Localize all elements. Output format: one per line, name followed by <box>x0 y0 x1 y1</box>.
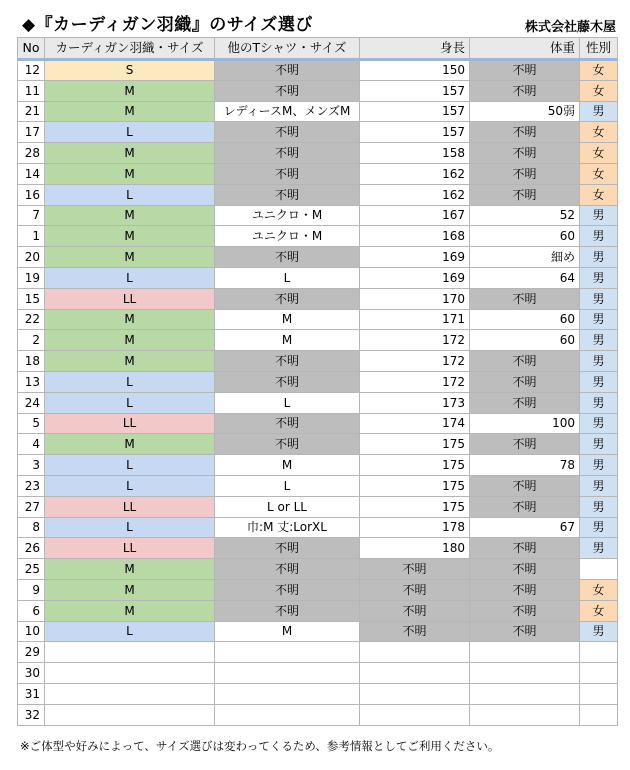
height-cell <box>360 663 470 684</box>
weight-cell: 52 <box>470 205 580 226</box>
row-number: 16 <box>18 184 45 205</box>
other-size-cell: 不明 <box>215 538 360 559</box>
weight-cell: 不明 <box>470 351 580 372</box>
other-size-cell: 不明 <box>215 371 360 392</box>
sex-cell: 女 <box>580 184 618 205</box>
footnote: ※ご体型や好みによって、サイズ選びは変わってくるため、参考情報としてご利用ください。 <box>20 739 500 753</box>
table-row <box>18 663 618 684</box>
other-size-cell: 巾:M 丈:LorXL <box>215 517 360 538</box>
other-size-cell: M <box>215 330 360 351</box>
height-cell: 157 <box>360 101 470 122</box>
other-size-cell: 不明 <box>215 579 360 600</box>
other-size-cell: 不明 <box>215 351 360 372</box>
weight-cell: 細め <box>470 247 580 268</box>
table-row <box>18 351 618 372</box>
table-row <box>18 247 618 268</box>
weight-cell: 不明 <box>470 579 580 600</box>
row-number: 29 <box>18 642 45 663</box>
sheet-header <box>0 0 630 38</box>
weight-cell <box>470 663 580 684</box>
table-row <box>18 455 618 476</box>
table-row <box>18 163 618 184</box>
other-size-cell: 不明 <box>215 288 360 309</box>
cardigan-size-cell: M <box>45 559 215 580</box>
table-row <box>18 559 618 580</box>
table-row <box>18 600 618 621</box>
other-size-cell: M <box>215 309 360 330</box>
table-row <box>18 413 618 434</box>
height-cell: 175 <box>360 455 470 476</box>
other-size-cell: M <box>215 621 360 642</box>
table-row <box>18 434 618 455</box>
column-header-no: No <box>18 38 45 60</box>
height-cell: 168 <box>360 226 470 247</box>
other-size-cell: 不明 <box>215 60 360 81</box>
height-cell: 162 <box>360 163 470 184</box>
sex-cell: 女 <box>580 60 618 81</box>
cardigan-size-cell: M <box>45 247 215 268</box>
other-size-cell: ユニクロ・M <box>215 205 360 226</box>
table-row <box>18 330 618 351</box>
height-cell: 174 <box>360 413 470 434</box>
other-size-cell: L <box>215 475 360 496</box>
other-size-cell: 不明 <box>215 413 360 434</box>
row-number: 30 <box>18 663 45 684</box>
cardigan-size-cell: M <box>45 579 215 600</box>
table-row <box>18 101 618 122</box>
cardigan-size-cell: M <box>45 163 215 184</box>
height-cell: 不明 <box>360 621 470 642</box>
weight-cell <box>470 642 580 663</box>
other-size-cell: 不明 <box>215 163 360 184</box>
weight-cell: 60 <box>470 309 580 330</box>
cardigan-size-cell: M <box>45 600 215 621</box>
cardigan-size-cell: L <box>45 122 215 143</box>
other-size-cell: 不明 <box>215 184 360 205</box>
weight-cell: 不明 <box>470 60 580 81</box>
other-size-cell: 不明 <box>215 247 360 268</box>
height-cell: 不明 <box>360 600 470 621</box>
column-header-height: 身長 <box>360 38 470 60</box>
weight-cell: 不明 <box>470 371 580 392</box>
sex-cell: 男 <box>580 621 618 642</box>
row-number: 15 <box>18 288 45 309</box>
cardigan-size-cell: S <box>45 60 215 81</box>
row-number: 19 <box>18 267 45 288</box>
cardigan-size-cell: M <box>45 101 215 122</box>
cardigan-size-cell: L <box>45 392 215 413</box>
height-cell: 175 <box>360 434 470 455</box>
other-size-cell <box>215 683 360 704</box>
row-number: 2 <box>18 330 45 351</box>
height-cell: 不明 <box>360 559 470 580</box>
other-size-cell: レディースM、メンズM <box>215 101 360 122</box>
sex-cell: 男 <box>580 434 618 455</box>
height-cell: 175 <box>360 496 470 517</box>
sex-cell: 女 <box>580 600 618 621</box>
sex-cell <box>580 559 618 580</box>
height-cell: 172 <box>360 330 470 351</box>
sex-cell: 男 <box>580 247 618 268</box>
other-size-cell <box>215 704 360 725</box>
table-row <box>18 288 618 309</box>
other-size-cell: 不明 <box>215 80 360 101</box>
other-size-cell: ユニクロ・M <box>215 226 360 247</box>
height-cell: 157 <box>360 122 470 143</box>
weight-cell: 不明 <box>470 143 580 164</box>
cardigan-size-cell: M <box>45 351 215 372</box>
sex-cell: 男 <box>580 475 618 496</box>
height-cell: 169 <box>360 247 470 268</box>
header-row <box>18 38 618 60</box>
row-number: 7 <box>18 205 45 226</box>
row-number: 21 <box>18 101 45 122</box>
table-row <box>18 579 618 600</box>
row-number: 5 <box>18 413 45 434</box>
weight-cell: 不明 <box>470 434 580 455</box>
sex-cell: 女 <box>580 122 618 143</box>
sex-cell <box>580 683 618 704</box>
table-row <box>18 205 618 226</box>
sex-cell: 女 <box>580 143 618 164</box>
weight-cell: 不明 <box>470 600 580 621</box>
weight-cell: 100 <box>470 413 580 434</box>
weight-cell <box>470 683 580 704</box>
other-size-cell <box>215 642 360 663</box>
sex-cell: 男 <box>580 351 618 372</box>
other-size-cell: M <box>215 455 360 476</box>
weight-cell: 不明 <box>470 122 580 143</box>
table-row <box>18 371 618 392</box>
table-row <box>18 475 618 496</box>
row-number: 31 <box>18 683 45 704</box>
row-number: 3 <box>18 455 45 476</box>
other-size-cell <box>215 663 360 684</box>
height-cell <box>360 642 470 663</box>
weight-cell: 60 <box>470 330 580 351</box>
sex-cell: 男 <box>580 330 618 351</box>
height-cell: 167 <box>360 205 470 226</box>
table-row <box>18 496 618 517</box>
weight-cell: 78 <box>470 455 580 476</box>
height-cell <box>360 704 470 725</box>
weight-cell <box>470 704 580 725</box>
cardigan-size-cell: LL <box>45 288 215 309</box>
weight-cell: 不明 <box>470 559 580 580</box>
sex-cell: 男 <box>580 496 618 517</box>
weight-cell: 64 <box>470 267 580 288</box>
cardigan-size-cell <box>45 704 215 725</box>
sex-cell: 女 <box>580 80 618 101</box>
cardigan-size-cell: M <box>45 226 215 247</box>
other-size-cell: 不明 <box>215 434 360 455</box>
table-row <box>18 60 618 81</box>
page-title: ◆『カーディガン羽織』のサイズ選び <box>22 15 313 35</box>
weight-cell: 50弱 <box>470 101 580 122</box>
other-size-cell: 不明 <box>215 600 360 621</box>
cardigan-size-cell <box>45 663 215 684</box>
height-cell: 150 <box>360 60 470 81</box>
weight-cell: 不明 <box>470 80 580 101</box>
row-number: 23 <box>18 475 45 496</box>
row-number: 13 <box>18 371 45 392</box>
cardigan-size-cell: M <box>45 309 215 330</box>
row-number: 27 <box>18 496 45 517</box>
other-size-cell: L <box>215 267 360 288</box>
table-row <box>18 267 618 288</box>
row-number: 17 <box>18 122 45 143</box>
cardigan-size-cell: M <box>45 434 215 455</box>
height-cell: 169 <box>360 267 470 288</box>
sex-cell: 男 <box>580 267 618 288</box>
sex-cell: 女 <box>580 579 618 600</box>
height-cell: 178 <box>360 517 470 538</box>
row-number: 18 <box>18 351 45 372</box>
weight-cell: 不明 <box>470 538 580 559</box>
row-number: 14 <box>18 163 45 184</box>
weight-cell: 不明 <box>470 621 580 642</box>
row-number: 26 <box>18 538 45 559</box>
cardigan-size-cell: L <box>45 267 215 288</box>
cardigan-size-cell: LL <box>45 538 215 559</box>
weight-cell: 不明 <box>470 288 580 309</box>
cardigan-size-cell: L <box>45 475 215 496</box>
size-table <box>17 37 618 726</box>
table-row <box>18 80 618 101</box>
sex-cell: 男 <box>580 288 618 309</box>
height-cell <box>360 683 470 704</box>
cardigan-size-cell <box>45 683 215 704</box>
table-row <box>18 143 618 164</box>
table-body <box>18 60 618 726</box>
row-number: 8 <box>18 517 45 538</box>
height-cell: 173 <box>360 392 470 413</box>
row-number: 22 <box>18 309 45 330</box>
sex-cell: 男 <box>580 309 618 330</box>
height-cell: 162 <box>360 184 470 205</box>
row-number: 4 <box>18 434 45 455</box>
weight-cell: 不明 <box>470 475 580 496</box>
row-number: 24 <box>18 392 45 413</box>
sex-cell: 男 <box>580 538 618 559</box>
row-number: 11 <box>18 80 45 101</box>
column-header-sex: 性別 <box>580 38 618 60</box>
table-row <box>18 184 618 205</box>
table-row <box>18 226 618 247</box>
height-cell: 172 <box>360 371 470 392</box>
column-header-weight: 体重 <box>470 38 580 60</box>
column-header-cardigan-size: カーディガン羽織・サイズ <box>45 38 215 60</box>
height-cell: 172 <box>360 351 470 372</box>
other-size-cell: L <box>215 392 360 413</box>
cardigan-size-cell: LL <box>45 413 215 434</box>
row-number: 28 <box>18 143 45 164</box>
cardigan-size-cell <box>45 642 215 663</box>
sex-cell: 男 <box>580 101 618 122</box>
sex-cell: 男 <box>580 205 618 226</box>
height-cell: 170 <box>360 288 470 309</box>
weight-cell: 不明 <box>470 184 580 205</box>
weight-cell: 67 <box>470 517 580 538</box>
row-number: 1 <box>18 226 45 247</box>
height-cell: 175 <box>360 475 470 496</box>
other-size-cell: 不明 <box>215 143 360 164</box>
height-cell: 158 <box>360 143 470 164</box>
row-number: 6 <box>18 600 45 621</box>
sex-cell <box>580 704 618 725</box>
row-number: 32 <box>18 704 45 725</box>
weight-cell: 不明 <box>470 163 580 184</box>
cardigan-size-cell: L <box>45 517 215 538</box>
other-size-cell: L or LL <box>215 496 360 517</box>
sex-cell: 女 <box>580 163 618 184</box>
cardigan-size-cell: L <box>45 455 215 476</box>
weight-cell: 60 <box>470 226 580 247</box>
row-number: 25 <box>18 559 45 580</box>
sex-cell: 男 <box>580 226 618 247</box>
column-header-other-size: 他のTシャツ・サイズ <box>215 38 360 60</box>
other-size-cell: 不明 <box>215 122 360 143</box>
table-row <box>18 642 618 663</box>
table-row <box>18 517 618 538</box>
cardigan-size-cell: LL <box>45 496 215 517</box>
sex-cell <box>580 642 618 663</box>
cardigan-size-cell: L <box>45 371 215 392</box>
table-row <box>18 309 618 330</box>
table-row <box>18 704 618 725</box>
sex-cell <box>580 663 618 684</box>
weight-cell: 不明 <box>470 392 580 413</box>
cardigan-size-cell: M <box>45 143 215 164</box>
height-cell: 180 <box>360 538 470 559</box>
table-row <box>18 621 618 642</box>
weight-cell: 不明 <box>470 496 580 517</box>
height-cell: 不明 <box>360 579 470 600</box>
sex-cell: 男 <box>580 413 618 434</box>
table-row <box>18 122 618 143</box>
row-number: 20 <box>18 247 45 268</box>
cardigan-size-cell: M <box>45 80 215 101</box>
other-size-cell: 不明 <box>215 559 360 580</box>
height-cell: 171 <box>360 309 470 330</box>
cardigan-size-cell: M <box>45 330 215 351</box>
row-number: 9 <box>18 579 45 600</box>
table-row <box>18 392 618 413</box>
sex-cell: 男 <box>580 371 618 392</box>
table-row <box>18 683 618 704</box>
company-name: 株式会社藤木屋 <box>524 20 616 35</box>
row-number: 12 <box>18 60 45 81</box>
table-header <box>18 38 618 60</box>
cardigan-size-cell: L <box>45 621 215 642</box>
cardigan-size-cell: L <box>45 184 215 205</box>
sex-cell: 男 <box>580 392 618 413</box>
sex-cell: 男 <box>580 455 618 476</box>
sex-cell: 男 <box>580 517 618 538</box>
row-number: 10 <box>18 621 45 642</box>
table-row <box>18 538 618 559</box>
height-cell: 157 <box>360 80 470 101</box>
cardigan-size-cell: M <box>45 205 215 226</box>
